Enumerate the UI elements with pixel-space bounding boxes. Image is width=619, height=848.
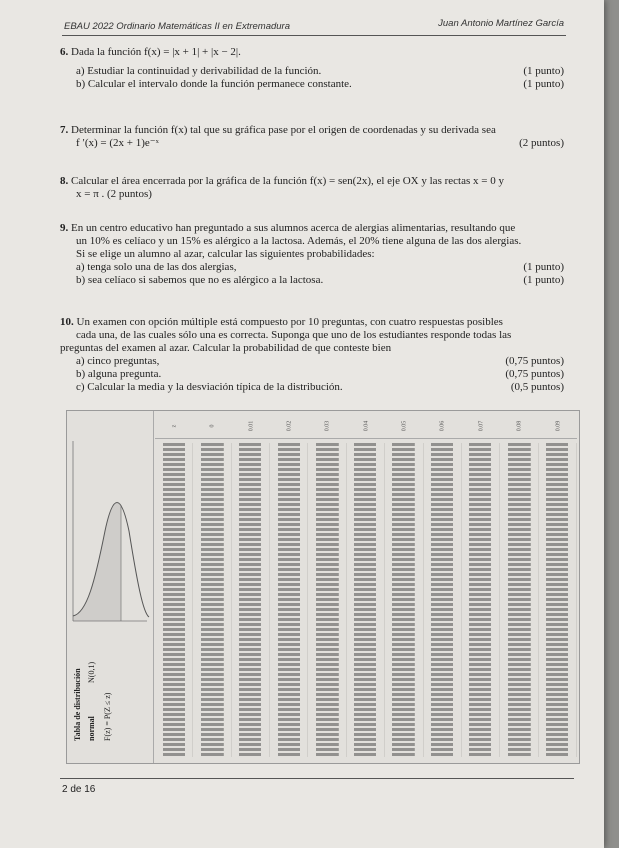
bell-curve-icon	[67, 431, 151, 631]
table-column-header-label: 0.07	[478, 420, 485, 431]
table-column-header	[232, 413, 270, 439]
table-value-column	[539, 443, 577, 757]
q6-part-b: b) Calcular el intervalo donde la función permanece constante.	[76, 78, 352, 90]
q6-part-a-points: (1 punto)	[523, 65, 564, 77]
footer-divider	[60, 778, 574, 779]
table-column-header	[347, 413, 385, 439]
normal-distribution-table	[66, 410, 580, 764]
q9-part-b: b) sea celíaco si sabemos que no es alérgico a la lactosa.	[76, 274, 324, 286]
question-9	[60, 222, 564, 287]
q10-text-2: cada una, de las cuales sólo una es correcta. Suponga que uno de los estudiantes responde todas las	[76, 329, 512, 341]
table-column-header	[385, 413, 423, 439]
q10-part-a-points: (0,75 puntos)	[505, 355, 564, 367]
table-value-column	[462, 443, 500, 757]
table-column-header	[500, 413, 538, 439]
q8-text-2: x = π . (2 puntos)	[76, 188, 152, 200]
q10-part-c-points: (0,5 puntos)	[510, 381, 564, 393]
table-value-column	[385, 443, 423, 757]
q9-number: 9.	[60, 222, 69, 234]
table-column-header	[270, 413, 308, 439]
table-caption-title: Tabla de distribución	[73, 668, 82, 741]
header-divider	[62, 35, 566, 36]
header-right: Juan Antonio Martínez García	[438, 18, 564, 29]
table-value-column	[424, 443, 462, 757]
table-caption	[71, 623, 131, 743]
table-column-header	[539, 413, 577, 439]
q6-part-b-points: (1 punto)	[523, 78, 564, 90]
table-value-column	[232, 443, 270, 757]
q10-text-1: Un examen con opción múltiple está compuesto por 10 preguntas, con cuatro respuestas posibles	[76, 316, 503, 328]
q10-part-b-points: (0,75 puntos)	[505, 368, 564, 380]
header-left: EBAU 2022 Ordinario Matemáticas II en Extremadura	[64, 21, 290, 32]
q10-text-3: preguntas del examen al azar. Calcular la probabilidad de que conteste bien	[60, 342, 392, 354]
q9-text-3: Si se elige un alumno al azar, calcular las siguientes probabilidades:	[76, 248, 375, 260]
table-column-header	[193, 413, 231, 439]
table-column-header-label: 0.01	[247, 420, 254, 431]
question-8	[60, 175, 564, 201]
table-formula: F(z) = P(Z ≤ z)	[103, 692, 112, 741]
table-column-header	[424, 413, 462, 439]
table-value-column	[193, 443, 231, 757]
table-column-header-label: 0.05	[401, 420, 408, 431]
table-value-column	[347, 443, 385, 757]
q10-part-c: c) Calcular la media y la desviación típica de la distribución.	[76, 381, 343, 393]
table-column-header	[308, 413, 346, 439]
table-caption-params: N(0,1)	[87, 661, 96, 683]
q10-number: 10.	[60, 316, 74, 328]
table-column-header-label: 0.02	[286, 420, 293, 431]
table-column-header-label: 0.09	[554, 420, 561, 431]
q7-text: Determinar la función f(x) tal que su gráfica pase por el origen de coordenadas y su derivada sea	[71, 124, 496, 136]
table-value-column	[500, 443, 538, 757]
q9-part-a: a) tenga solo una de las dos alergias,	[76, 261, 237, 273]
table-value-column	[308, 443, 346, 757]
table-value-column	[155, 443, 193, 757]
table-column-header-label: 0.08	[516, 420, 523, 431]
q8-number: 8.	[60, 175, 69, 187]
q10-part-b: b) alguna pregunta.	[76, 368, 162, 380]
table-column-header-label: 0.03	[324, 420, 331, 431]
q9-part-b-points: (1 punto)	[523, 274, 564, 286]
table-value-column	[270, 443, 308, 757]
q10-part-a: a) cinco preguntas,	[76, 355, 160, 367]
table-column-header-label: 0.04	[362, 420, 369, 431]
q7-points: (2 puntos)	[519, 137, 564, 149]
q9-text-1: En un centro educativo han preguntado a sus alumnos acerca de alergias alimentarias, resultando que	[71, 222, 516, 234]
page-number: 2 de 16	[62, 784, 96, 795]
q9-text-2: un 10% es celíaco y un 15% es alérgico a la lactosa. Además, el 20% tiene alguna de las dos alergias.	[76, 235, 522, 247]
q6-number: 6.	[60, 46, 69, 58]
q9-part-a-points: (1 punto)	[523, 261, 564, 273]
table-column-header-label: 0	[209, 424, 216, 427]
table-grid	[155, 413, 577, 761]
table-column-header	[155, 413, 193, 439]
question-7	[60, 124, 564, 150]
table-side-panel	[67, 411, 154, 763]
table-column-header-label: 0.06	[439, 420, 446, 431]
q6-part-a: a) Estudiar la continuidad y derivabilidad de la función.	[76, 65, 322, 77]
table-column-header	[462, 413, 500, 439]
q7-formula: f ′(x) = (2x + 1)e⁻ˣ	[76, 137, 159, 149]
table-caption-normal: normal	[87, 716, 96, 741]
question-6	[60, 46, 564, 91]
question-10	[60, 316, 564, 394]
q6-text: Dada la función f(x) = |x + 1| + |x − 2|.	[71, 46, 241, 58]
table-column-header-label: z	[171, 424, 178, 427]
q7-number: 7.	[60, 124, 69, 136]
q8-text: Calcular el área encerrada por la gráfica de la función f(x) = sen(2x), el eje OX y las rectas x = 0 y	[71, 175, 504, 187]
